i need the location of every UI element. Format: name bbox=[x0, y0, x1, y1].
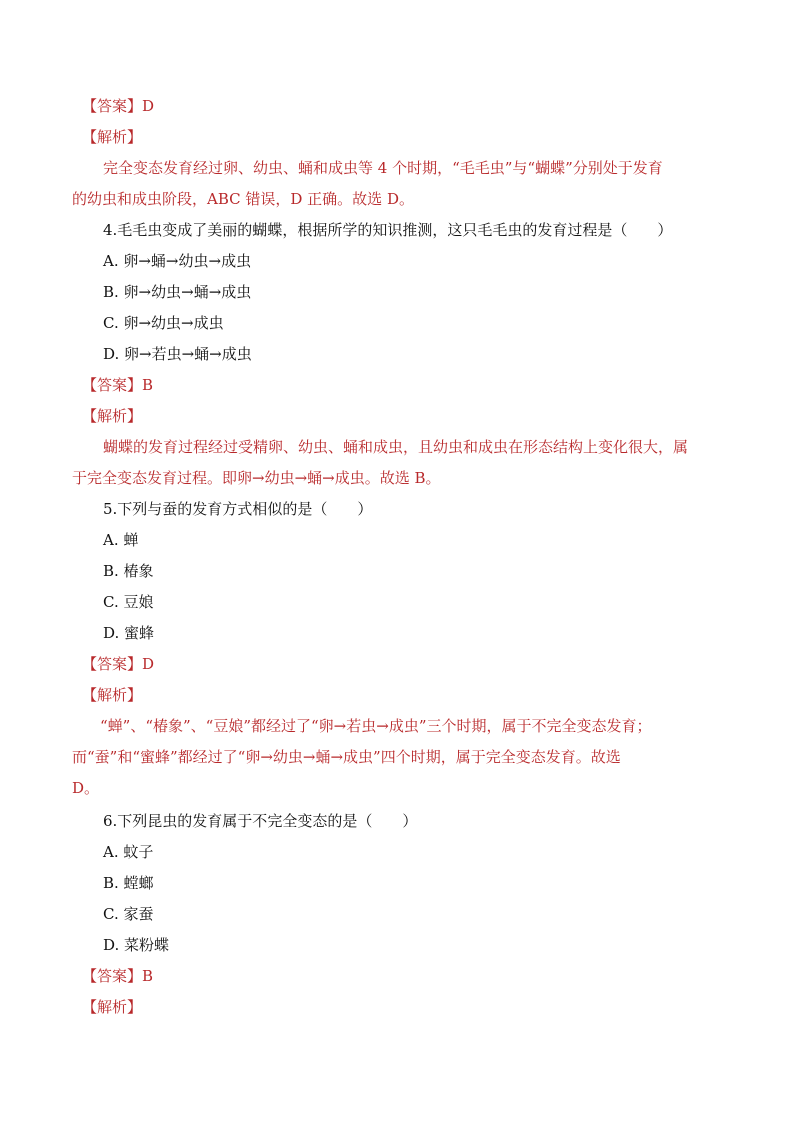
q4-option-a: A. 卵→蛹→幼虫→成虫 bbox=[103, 252, 252, 270]
q5-option-c: C. 豆娘 bbox=[103, 593, 154, 611]
q4-option-b: B. 卵→幼虫→蛹→成虫 bbox=[103, 283, 252, 301]
answer-value: D bbox=[142, 97, 155, 115]
answer-value: B bbox=[142, 967, 154, 985]
q5-option-a: A. 蝉 bbox=[103, 531, 139, 549]
q5-analysis-line2: 而“蚕”和“蜜蜂”都经过了“卵→幼虫→蛹→成虫”四个时期，属于完全变态发育。故选 bbox=[72, 748, 621, 766]
answer-value: B bbox=[142, 376, 154, 394]
q3-analysis-line2: 的幼虫和成虫阶段，ABC 错误，D 正确。故选 D。 bbox=[72, 190, 414, 208]
q4-answer bbox=[82, 375, 153, 395]
answer-value: D bbox=[142, 655, 155, 673]
q6-stem: 6.下列昆虫的发育属于不完全变态的是（ ） bbox=[103, 812, 418, 830]
q4-option-d: D. 卵→若虫→蛹→成虫 bbox=[103, 345, 252, 363]
q6-option-d: D. 菜粉蝶 bbox=[103, 936, 170, 954]
answer-tag: 【答案】 bbox=[82, 376, 143, 394]
q4-analysis-line2: 于完全变态发育过程。即卵→幼虫→蛹→成虫。故选 B。 bbox=[72, 469, 441, 487]
answer-tag: 【答案】 bbox=[82, 655, 143, 673]
q3-analysis-line1: 完全变态发育经过卵、幼虫、蛹和成虫等 4 个时期，“毛毛虫”与“蝴蝶”分别处于发育 bbox=[103, 159, 663, 177]
q5-analysis-line3: D。 bbox=[72, 779, 100, 797]
q4-stem: 4.毛毛虫变成了美丽的蝴蝶，根据所学的知识推测，这只毛毛虫的发育过程是（ ） bbox=[103, 221, 673, 239]
q3-analysis-tag: 【解析】 bbox=[82, 128, 143, 146]
answer-tag: 【答案】 bbox=[82, 967, 143, 985]
q3-answer bbox=[82, 96, 154, 116]
q5-option-b: B. 椿象 bbox=[103, 562, 154, 580]
q5-answer bbox=[82, 654, 154, 674]
q6-option-b: B. 螳螂 bbox=[103, 874, 154, 892]
q4-analysis-tag: 【解析】 bbox=[82, 407, 143, 425]
q6-option-c: C. 家蚕 bbox=[103, 905, 154, 923]
q5-stem: 5.下列与蚕的发育方式相似的是（ ） bbox=[103, 500, 373, 518]
q5-analysis-line1: “蝉”、“椿象”、“豆娘”都经过了“卵→若虫→成虫”三个时期，属于不完全变态发育； bbox=[100, 717, 652, 735]
q4-analysis-line1: 蝴蝶的发育过程经过受精卵、幼虫、蛹和成虫，且幼虫和成虫在形态结构上变化很大，属 bbox=[103, 438, 689, 456]
q6-answer bbox=[82, 966, 153, 986]
q4-option-c: C. 卵→幼虫→成虫 bbox=[103, 314, 224, 332]
q6-analysis-tag: 【解析】 bbox=[82, 998, 143, 1016]
q6-option-a: A. 蚊子 bbox=[103, 843, 154, 861]
q5-analysis-tag: 【解析】 bbox=[82, 686, 143, 704]
q5-option-d: D. 蜜蜂 bbox=[103, 624, 155, 642]
answer-tag: 【答案】 bbox=[82, 97, 143, 115]
